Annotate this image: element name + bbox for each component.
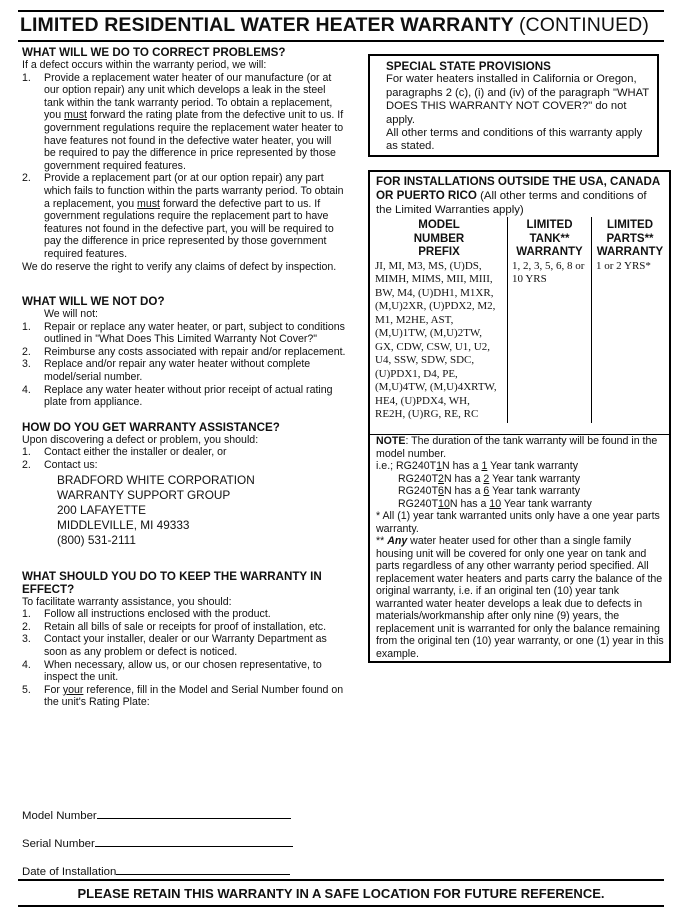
list-item — [22, 384, 346, 409]
list-item — [22, 446, 346, 459]
outside-heading-rest: (All other terms and conditions of the Limited Warranties apply) — [376, 190, 647, 216]
item-text: Provide a replacement water heater of our manufacture (or at our option repair) any unit which develops a leak in the steel tank within the tank warranty period. To obtain a replacement, you — [44, 71, 333, 122]
parts-years: 1 or 2 YRS* — [596, 259, 651, 272]
item-text: Repair or replace any water heater, or part, subject to conditions outlined in "What Does This Limited Warranty Not Cover?" — [44, 320, 345, 346]
example-digit: 1 — [436, 460, 442, 472]
assist-intro: Upon discovering a defect or problem, you should: — [22, 433, 259, 446]
keep-intro: To facilitate warranty assistance, you should: — [22, 595, 232, 608]
list-item — [22, 72, 346, 173]
item-number: 3. — [22, 358, 31, 371]
list-item — [22, 608, 346, 621]
note-example — [376, 485, 666, 498]
item-text: Replace and/or repair any water heater without complete model/serial number. — [44, 358, 311, 384]
example-text: RG240T — [396, 460, 437, 472]
prefix-list: JI, MI, M3, MS, (U)DS, MIMH, MIMS, MII, MIII, BW, M4, (U)DH1, M1XR, (M,U)2XR, (U)PDX2, M2, M1, M2HE, AST, (M,U)1TW, (M,U)2TW, GX, CDW, CSW, U1, U2, U4, SSW, SDW, SDC, (U)PDX1, D4, PE, (M,U)4TW, (M,U)4XRTW, HE4, (U)PDX4, WH, RE2H, (U)RG, RE, RC — [375, 259, 497, 421]
item-text: reference, fill in the Model and Serial Number found on the unit's Rating Plate: — [44, 683, 344, 709]
example-digit: 10 — [438, 497, 450, 510]
keep-heading — [22, 570, 346, 596]
state-paragraph: For water heaters installed in California or Oregon, paragraphs 2 (c), (i) and (iv) of the paragraph "WHAT DOES THIS WARRANTY NOT COVER?" do not apply. — [386, 73, 649, 126]
example-text: Year tank warranty — [489, 472, 581, 485]
model-number-line[interactable] — [97, 817, 291, 819]
correct-list — [22, 72, 346, 261]
list-item — [22, 633, 346, 658]
serial-number-field[interactable] — [22, 838, 293, 850]
note-example — [376, 460, 666, 473]
outside-heading — [370, 172, 669, 217]
outside-usa-box — [368, 170, 671, 663]
item-text: Contact us: — [44, 459, 98, 472]
keep-heading-line2: EFFECT? — [22, 582, 75, 596]
install-date-label: Date of Installation — [22, 866, 117, 878]
item-number: 2. — [22, 345, 31, 358]
not-do-heading: WHAT WILL WE NOT DO? — [22, 295, 165, 309]
model-number-field[interactable] — [22, 810, 291, 822]
phone-number: (800) 531-2111 — [57, 532, 136, 547]
tank-years: 1, 2, 3, 5, 6, 8 or 10 YRS — [512, 259, 585, 286]
install-date-line[interactable] — [116, 873, 290, 875]
ie-label: i.e.; — [376, 460, 397, 472]
item-text: Contact either the installer or dealer, or — [44, 446, 227, 459]
list-item — [22, 621, 346, 634]
item-text: Replace any water heater without prior receipt of actual rating plate from appliance. — [44, 383, 333, 409]
state-provisions-box — [368, 54, 659, 157]
item-number: 4. — [22, 658, 31, 671]
col-tank-warranty — [508, 217, 592, 260]
footer-rule-top — [18, 879, 664, 881]
header-label: LIMITED TANK** WARRANTY — [516, 219, 583, 259]
example-text: RG240T — [398, 472, 439, 485]
col-parts-warranty — [592, 217, 669, 260]
example-text: Year tank warranty — [501, 497, 592, 510]
header-label: MODEL NUMBER PREFIX — [413, 219, 465, 259]
address-line: BRADFORD WHITE CORPORATION — [57, 472, 255, 487]
example-text: N has a — [441, 460, 482, 472]
note-line — [376, 435, 666, 460]
item-number: 3. — [22, 633, 31, 646]
not-do-intro: We will not: — [44, 308, 98, 321]
item-text: forward the defective part to us. If government regulations require the replacement part to have features not found in the defective part, you will be required to pay the difference in price represented by those government required features. — [44, 197, 334, 260]
table-row — [373, 260, 668, 423]
col-model-prefix — [373, 217, 508, 260]
item-text: Contact your installer, dealer or our Warranty Department as soon as any problem or defect is noticed. — [44, 633, 327, 658]
note-label: NOTE — [376, 435, 406, 447]
item-text: Follow all instructions enclosed with the product. — [44, 608, 271, 621]
item-number: 1. — [22, 608, 31, 621]
address-line: 200 LAFAYETTE — [57, 502, 146, 517]
example-digit: 10 — [489, 497, 502, 510]
tank-warranty-cell — [508, 260, 592, 423]
item-number: 4. — [22, 383, 31, 396]
serial-number-line[interactable] — [95, 845, 293, 847]
example-digit: 2 — [438, 472, 444, 485]
address-line: WARRANTY SUPPORT GROUP — [57, 487, 231, 502]
example-text: Year tank warranty — [489, 485, 581, 497]
emphasis-any: Any — [387, 535, 408, 547]
state-heading: SPECIAL STATE PROVISIONS — [386, 60, 551, 73]
parts-warranty-cell — [592, 260, 669, 423]
example-text: RG240T — [398, 497, 439, 510]
item-text: When necessary, allow us, or our chosen representative, to inspect the unit. — [44, 658, 322, 684]
footnote-single-star: * All (1) year tank warranted units only have a one year parts warranty. — [376, 510, 660, 535]
correct-heading: WHAT WILL WE DO TO CORRECT PROBLEMS? — [22, 46, 286, 59]
item-number: 2. — [22, 459, 31, 472]
note-example — [376, 498, 666, 511]
title-continued: (CONTINUED) — [518, 14, 649, 36]
note-text: : The duration of the tank warranty will be found in the model number. — [376, 435, 658, 460]
keep-list — [22, 608, 346, 709]
reserve-note: We do reserve the right to verify any claims of defect by inspection. — [22, 260, 337, 273]
item-text: Retain all bills of sale or receipts for proof of installation, etc. — [44, 620, 327, 633]
outside-heading-bold: FOR INSTALLATIONS OUTSIDE THE USA, CANADA OR PUERTO RICO — [376, 175, 660, 203]
item-number: 5. — [22, 683, 31, 696]
left-column — [22, 46, 346, 709]
list-item — [22, 684, 346, 709]
footer-notice: PLEASE RETAIN THIS WARRANTY IN A SAFE LOCATION FOR FUTURE REFERENCE. — [77, 886, 605, 901]
example-text: N has a — [443, 472, 484, 485]
note-section — [376, 435, 666, 660]
item-number: 1. — [22, 71, 31, 84]
list-item — [22, 459, 346, 472]
example-text: Year tank warranty — [487, 460, 579, 472]
list-item — [22, 321, 346, 346]
example-digit: 6 — [438, 485, 444, 497]
model-number-label: Model Number — [22, 810, 97, 822]
item-number: 2. — [22, 172, 31, 185]
item-number: 1. — [22, 446, 31, 459]
footnote-marker: ** — [376, 535, 388, 547]
example-digit: 6 — [483, 485, 490, 497]
contact-address — [22, 473, 346, 548]
footer-rule-bottom — [18, 905, 664, 907]
not-do-list — [22, 321, 346, 409]
list-item — [22, 659, 346, 684]
address-line: MIDDLEVILLE, MI 49333 — [57, 517, 190, 532]
keep-heading-line1: WHAT SHOULD YOU DO TO KEEP THE WARRANTY IN — [22, 569, 322, 583]
item-text: Reimburse any costs associated with repair and/or replacement. — [44, 345, 346, 358]
emphasis-your: your — [62, 683, 84, 696]
example-text: N has a — [449, 497, 490, 510]
list-item — [22, 172, 346, 260]
header-label: LIMITED PARTS** WARRANTY — [596, 219, 664, 259]
page-title — [20, 14, 649, 37]
emphasis-must: must — [137, 197, 161, 210]
table-header-row — [373, 217, 668, 260]
example-text: RG240T — [398, 485, 439, 497]
example-digit: 2 — [483, 472, 490, 485]
example-text: N has a — [443, 485, 484, 497]
correct-intro: If a defect occurs within the warranty period, we will: — [22, 59, 267, 71]
serial-number-label: Serial Number — [22, 838, 95, 850]
example-digit: 1 — [481, 460, 488, 472]
list-item — [22, 358, 346, 383]
state-paragraph: All other terms and conditions of this warranty apply as stated. — [386, 127, 643, 153]
list-item — [22, 346, 346, 359]
install-date-field[interactable] — [22, 866, 290, 878]
title-main: LIMITED RESIDENTIAL WATER HEATER WARRANTY — [20, 14, 514, 36]
item-text: For — [44, 683, 63, 696]
item-number: 2. — [22, 620, 31, 633]
item-text: Provide a replacement part (or at our option repair) any part which fails to function within the parts warranty period. To obtain a replacement, you — [44, 172, 344, 210]
item-number: 1. — [22, 320, 31, 333]
warranty-table — [373, 217, 668, 423]
item-text: forward the rating plate from the defective unit to us. If government regulations require the replacement water heater to have features not found in the defective water heater, you will be required to pay the difference in price represented by those government required features. — [44, 109, 344, 172]
note-example — [376, 473, 666, 486]
assist-list — [22, 446, 346, 471]
title-bar — [18, 10, 664, 42]
emphasis-must: must — [64, 109, 87, 122]
footnote-text: water heater used for other than a single family housing unit will be covered for only one year on tank and parts regardless of any other warranty period specified. All replacement water heaters and parts carry the balance of the original warranty, i.e. if an original ten (10) year tank warranted water heater develops a leak due to defects in materials/workmanship after only nine (9) years, the replacement unit is warranted for only the balance remaining from the original ten (10) year warranty, or one (1) year in this example. — [376, 535, 664, 660]
model-prefix-cell — [373, 260, 508, 423]
assist-heading: HOW DO YOU GET WARRANTY ASSISTANCE? — [22, 420, 280, 434]
footnote-double-star — [376, 535, 666, 660]
